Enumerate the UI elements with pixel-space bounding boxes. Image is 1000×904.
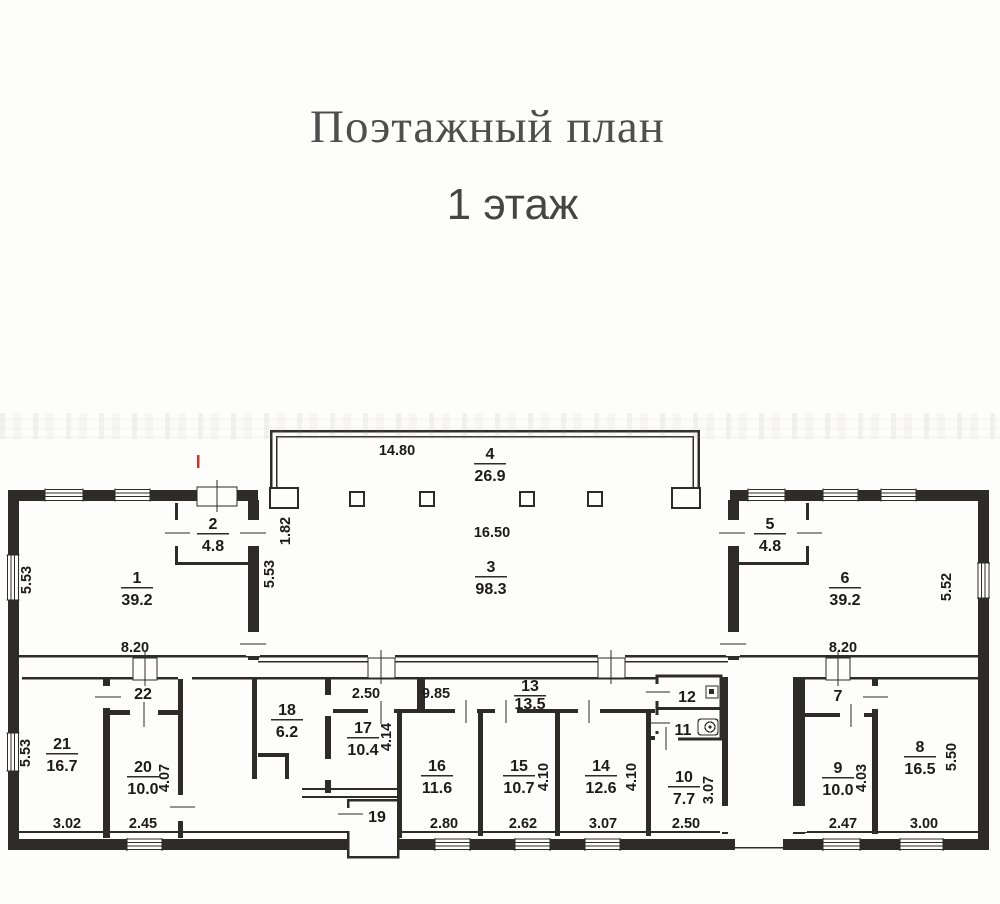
window-icon — [45, 489, 83, 502]
scan-noise-band — [0, 413, 1000, 439]
room-18-area: 6.2 — [275, 724, 299, 741]
room-label-8 — [904, 739, 936, 778]
toilet-icon — [708, 725, 711, 728]
dim-hall-side-upper: 1.82 — [278, 516, 294, 546]
room-label-13 — [514, 678, 546, 713]
room-2-number: 2 — [208, 516, 218, 533]
dim-room6-width: 8.20 — [828, 640, 858, 656]
room-12-number: 12 — [678, 689, 696, 706]
room-16-number: 16 — [428, 758, 446, 775]
room-label-11 — [675, 722, 692, 739]
interior-walls-lower — [103, 677, 878, 838]
room-15-number: 15 — [510, 758, 528, 775]
room-8-number: 8 — [915, 739, 925, 756]
dim-room1-depth: 5.53 — [19, 565, 35, 595]
room-label-10 — [668, 769, 700, 808]
pilaster-right — [672, 488, 700, 508]
dim-room14-depth: 4.10 — [624, 762, 640, 792]
window-icon — [977, 563, 990, 598]
room-label-16 — [421, 758, 453, 797]
colonnade-columns — [350, 492, 602, 506]
dim-room8-width: 3.00 — [909, 816, 939, 832]
room-5-area: 4.8 — [758, 538, 782, 555]
window-icon — [515, 838, 550, 851]
room-18-number: 18 — [278, 702, 296, 719]
room-17-area: 10.4 — [347, 742, 379, 759]
dim-room9-depth: 4.03 — [854, 763, 870, 793]
room-16-area: 11.6 — [421, 780, 453, 797]
room-6-number: 6 — [840, 570, 850, 587]
stair-landing-line — [302, 788, 398, 790]
room-17-number: 17 — [354, 720, 372, 737]
window-icon — [881, 489, 916, 502]
dim-room17-width: 2.50 — [351, 686, 381, 702]
room-label-7 — [834, 688, 843, 705]
sink-icon — [709, 689, 714, 694]
dim-room10-width: 2.50 — [671, 816, 701, 832]
stair-landing-line — [302, 796, 398, 798]
room-label-21 — [46, 736, 78, 775]
room-label-2 — [197, 516, 229, 555]
dim-room8-depth: 5.50 — [944, 742, 960, 772]
pilaster-left — [270, 488, 298, 508]
room-label-18 — [271, 702, 303, 741]
window-icon — [748, 489, 785, 502]
room-label-14 — [585, 758, 617, 797]
room-4-area: 26.9 — [474, 468, 506, 485]
dimension-labels — [18, 443, 960, 832]
dim-room21-depth: 5.53 — [18, 738, 34, 768]
room-label-15 — [503, 758, 535, 797]
floor-subtitle: 1 этаж — [446, 180, 579, 229]
room-21-area: 16.7 — [46, 758, 78, 775]
room-8-area: 16.5 — [904, 761, 936, 778]
dim-room9-width: 2.47 — [828, 816, 858, 832]
dim-corridor13-length: 9.85 — [421, 686, 451, 702]
room-14-number: 14 — [592, 758, 610, 775]
dim-room14-width: 3.07 — [588, 816, 618, 832]
dim-room15-width: 2.62 — [508, 816, 538, 832]
room-5-number: 5 — [765, 516, 775, 533]
room-11-number: 11 — [674, 722, 692, 739]
room-6-area: 39.2 — [829, 592, 861, 609]
page-title: Поэтажный план — [310, 101, 665, 153]
room-14-area: 12.6 — [585, 780, 617, 797]
window-icon — [127, 838, 162, 851]
window-icon — [900, 838, 943, 851]
room-22-number: 22 — [134, 686, 152, 703]
room-15-area: 10.7 — [503, 780, 535, 797]
dim-hall-width: 16.50 — [473, 525, 511, 541]
dim-room21-width: 3.02 — [52, 816, 82, 832]
room-label-6 — [829, 570, 861, 609]
room-label-1 — [121, 570, 153, 609]
room-label-12 — [678, 689, 696, 706]
window-icon — [823, 838, 860, 851]
room-2-area: 4.8 — [201, 538, 225, 555]
column-icon — [520, 492, 534, 506]
room-1-number: 1 — [132, 570, 142, 587]
window-icon — [823, 489, 858, 502]
room-label-5 — [754, 516, 786, 555]
dim-room20-width: 2.45 — [128, 816, 158, 832]
room-label-22 — [134, 686, 152, 703]
room-3-area: 98.3 — [475, 581, 507, 598]
column-icon — [588, 492, 602, 506]
room-20-number: 20 — [134, 759, 152, 776]
room-3-number: 3 — [486, 559, 496, 576]
room-label-9 — [822, 760, 854, 799]
room-13-area: 13.5 — [514, 696, 546, 713]
dim-room20-depth: 4.07 — [157, 763, 173, 793]
room-10-number: 10 — [675, 769, 693, 786]
dim-room1-width: 8.20 — [120, 640, 150, 656]
room-label-4 — [474, 446, 506, 485]
dim-hall-side-lower: 5.53 — [262, 559, 278, 589]
dim-room17-depth: 4.14 — [379, 722, 395, 752]
room-10-area: 7.7 — [672, 791, 696, 808]
window-icon — [115, 489, 150, 502]
room-9-area: 10.0 — [822, 782, 854, 799]
room-4-number: 4 — [485, 446, 495, 463]
dim-room15-depth: 4.10 — [536, 762, 552, 792]
room-21-number: 21 — [53, 736, 71, 753]
window-icon — [7, 555, 20, 600]
room-label-19 — [368, 809, 386, 826]
dim-room6-depth: 5.52 — [939, 572, 955, 602]
window-icon — [585, 838, 620, 851]
room-19-number: 19 — [368, 809, 386, 826]
room-13-number: 13 — [521, 678, 539, 695]
dim-veranda-width: 14.80 — [378, 443, 416, 459]
dim-room16-width: 2.80 — [429, 816, 459, 832]
room-20-area: 10.0 — [127, 781, 159, 798]
window-icon — [435, 838, 470, 851]
red-scan-mark — [197, 455, 200, 468]
room-label-20 — [127, 759, 159, 798]
room-label-17 — [347, 720, 379, 759]
column-icon — [420, 492, 434, 506]
room-7-number: 7 — [833, 688, 843, 705]
column-icon — [350, 492, 364, 506]
room-1-area: 39.2 — [121, 592, 153, 609]
room-9-number: 9 — [833, 760, 843, 777]
dim-room10-depth: 3.07 — [701, 775, 717, 805]
room-label-3 — [475, 559, 507, 598]
